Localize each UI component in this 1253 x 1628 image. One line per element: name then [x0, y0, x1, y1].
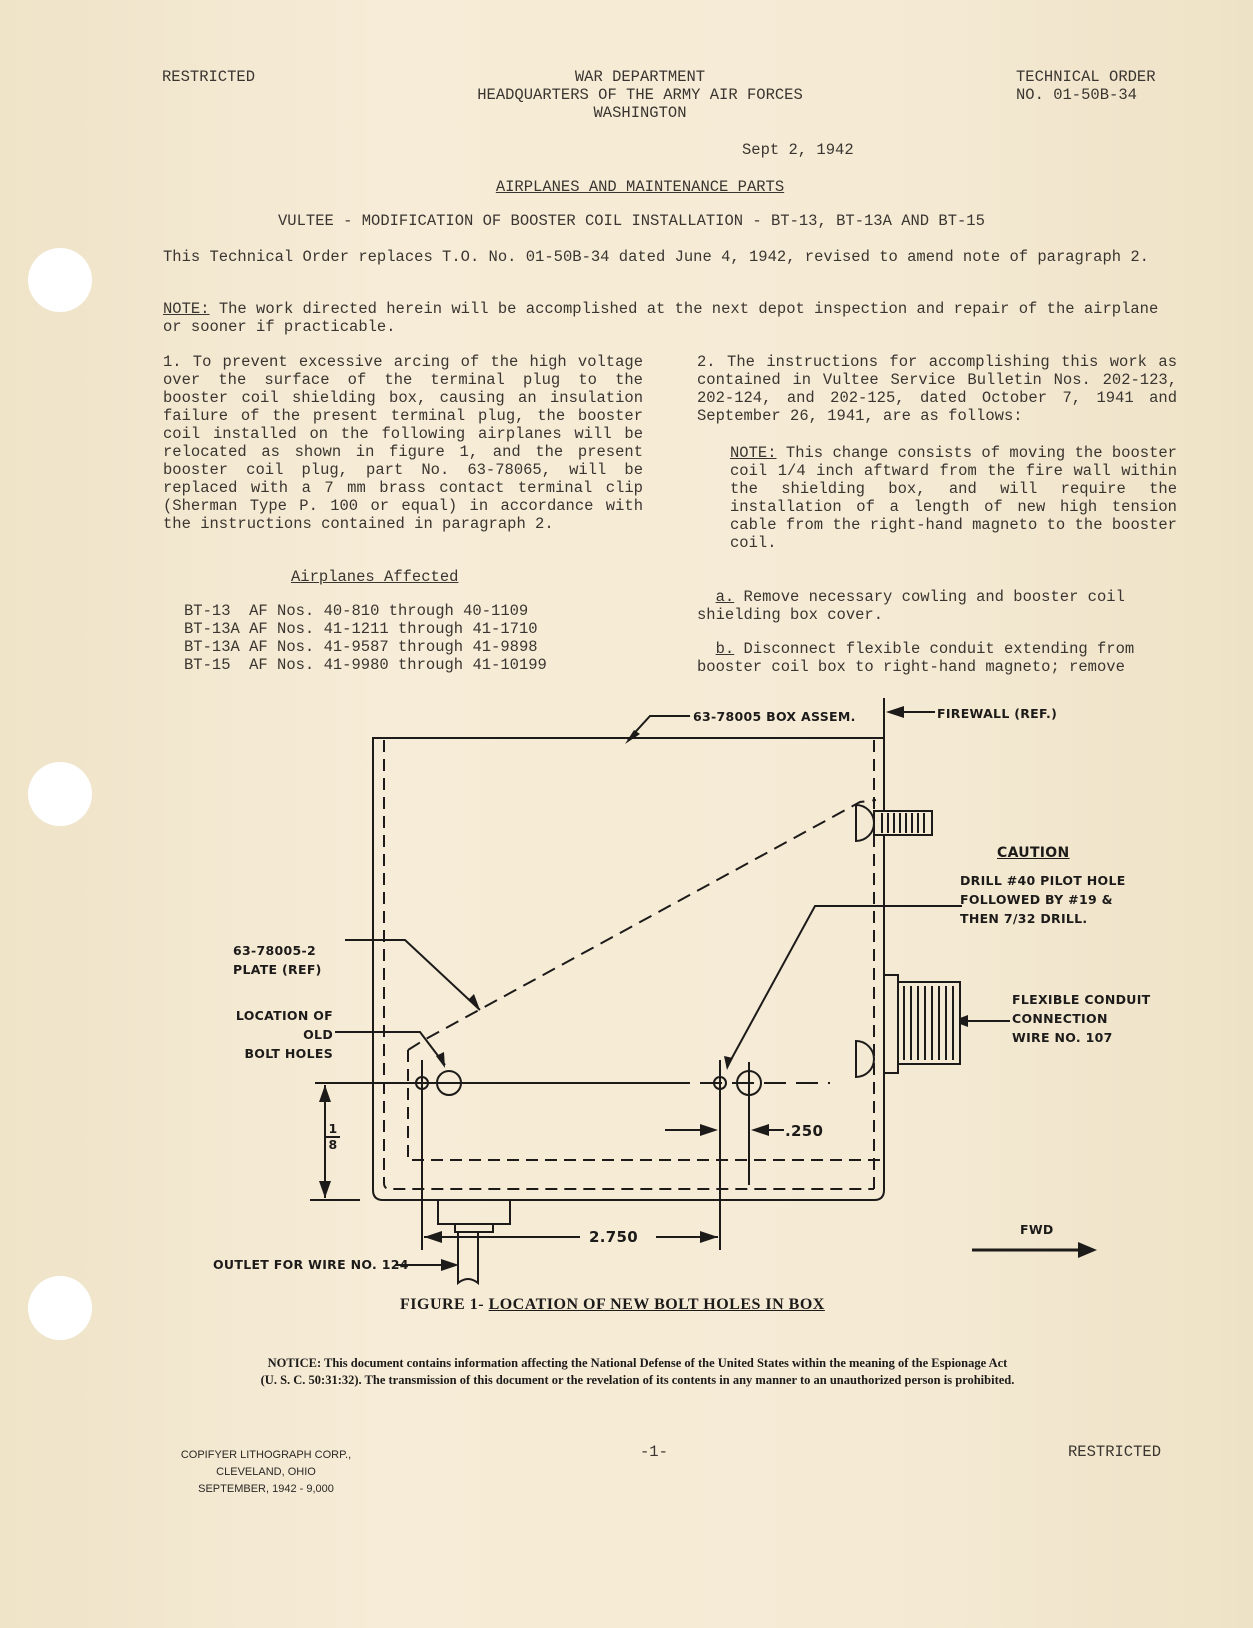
airplanes-affected-heading: Airplanes Affected: [291, 568, 459, 586]
caution-instructions: DRILL #40 PILOT HOLE FOLLOWED BY #19 & THEN 7/32 DRILL.: [960, 873, 1126, 926]
plate-label: 63-78005-2 PLATE (REF): [233, 943, 322, 977]
classification-top-left: RESTRICTED: [162, 68, 256, 86]
step-text: Remove necessary cowling and booster coil shielding box cover.: [697, 588, 1125, 624]
order-label: TECHNICAL ORDER: [1016, 68, 1156, 86]
list-item: BT-13A AF Nos. 41-1211 through 41-1710: [184, 620, 538, 638]
classification-bottom-right: RESTRICTED: [1068, 1443, 1162, 1461]
issue-date: Sept 2, 1942: [742, 141, 854, 159]
printer-imprint: COPIFYER LITHOGRAPH CORP., CLEVELAND, OHIO SEPTEMBER, 1942 - 9,000: [180, 1449, 352, 1495]
order-number: NO. 01-50B-34: [1016, 86, 1137, 104]
conduit-label: FLEXIBLE CONDUIT CONNECTION WIRE NO. 107: [1012, 992, 1151, 1045]
spacing-dimension: 2.750: [589, 1228, 638, 1246]
step-label: a.: [715, 588, 735, 606]
outlet-label: OUTLET FOR WIRE NO. 124: [213, 1257, 409, 1272]
category-heading: AIRPLANES AND MAINTENANCE PARTS: [495, 178, 785, 196]
list-item: BT-15 AF Nos. 41-9980 through 41-10199: [184, 656, 547, 674]
list-item: BT-13A AF Nos. 41-9587 through 41-9898: [184, 638, 538, 656]
step-label: b.: [715, 640, 735, 658]
offset-dimension: .250: [785, 1122, 824, 1140]
note-text: The work directed herein will be accomplished at the next depot inspection and repair of the airplane or sooner if practicable.: [163, 300, 1159, 336]
note-label: NOTE:: [730, 444, 777, 462]
note-label: NOTE:: [163, 300, 210, 318]
department-line: HEADQUARTERS OF THE ARMY AIR FORCES: [477, 86, 803, 104]
caption-prefix: FIGURE 1-: [400, 1296, 485, 1313]
replaces-statement: This Technical Order replaces T.O. No. 01-50B-34 dated June 4, 1942, revised to amend note of paragraph 2.: [163, 248, 1149, 266]
paragraph-1: 1. To prevent excessive arcing of the high voltage over the surface of the terminal plug to the booster coil shielding box, causing an insulation failure of the present terminal plug, the booster coil installed on the following airplanes will be relocated as shown in figure 1, and the present booster coil plug, part No. 63-78065, will be replaced with a 7 mm brass contact terminal clip (Sherman Type P. 100 or equal) in accordance with the instructions contained in paragraph 2.: [163, 353, 643, 533]
list-item: BT-13 AF Nos. 40-810 through 40-1109: [184, 602, 529, 620]
caption-title: LOCATION OF NEW BOLT HOLES IN BOX: [488, 1296, 825, 1313]
paragraph-2: 2. The instructions for accomplishing this work as contained in Vultee Service Bulletin Nos. 202-123, 202-124, and 202-125, dated October 7, 1941 and September 26, 1941, are as follows:: [697, 353, 1177, 425]
subject-heading: VULTEE - MODIFICATION OF BOOSTER COIL INSTALLATION - BT-13, BT-13A AND BT-15: [278, 212, 985, 230]
vertical-dimension: 1 8: [326, 1122, 340, 1152]
department-line: WASHINGTON: [593, 104, 687, 122]
forward-label: FWD: [1020, 1222, 1054, 1237]
firewall-label: FIREWALL (REF.): [937, 706, 1058, 721]
step-text: Disconnect flexible conduit extending from booster coil box to right-hand magneto; remove: [697, 640, 1135, 676]
page-number: -1-: [640, 1443, 668, 1461]
espionage-act-notice: NOTICE: This document contains information affecting the National Defense of the United States within the meaning of the Espionage Act (U. S. C. 50:31:32). The transmission of this document or the revelation of its contents in any manner to an unauthorized person is prohibited.: [260, 1356, 1015, 1387]
note-text: This change consists of moving the booster coil 1/4 inch aftward from the fire wall within the shielding box, and will require the installation of a length of new high tension cable from the right-hand magneto to the booster coil.: [730, 444, 1177, 552]
caution-title: CAUTION: [997, 845, 1070, 861]
old-holes-label: LOCATION OF OLD BOLT HOLES: [235, 1008, 333, 1061]
box-assembly-label: 63-78005 BOX ASSEM.: [693, 709, 856, 724]
department-line: WAR DEPARTMENT: [574, 68, 706, 86]
figure-caption: [400, 1296, 825, 1314]
